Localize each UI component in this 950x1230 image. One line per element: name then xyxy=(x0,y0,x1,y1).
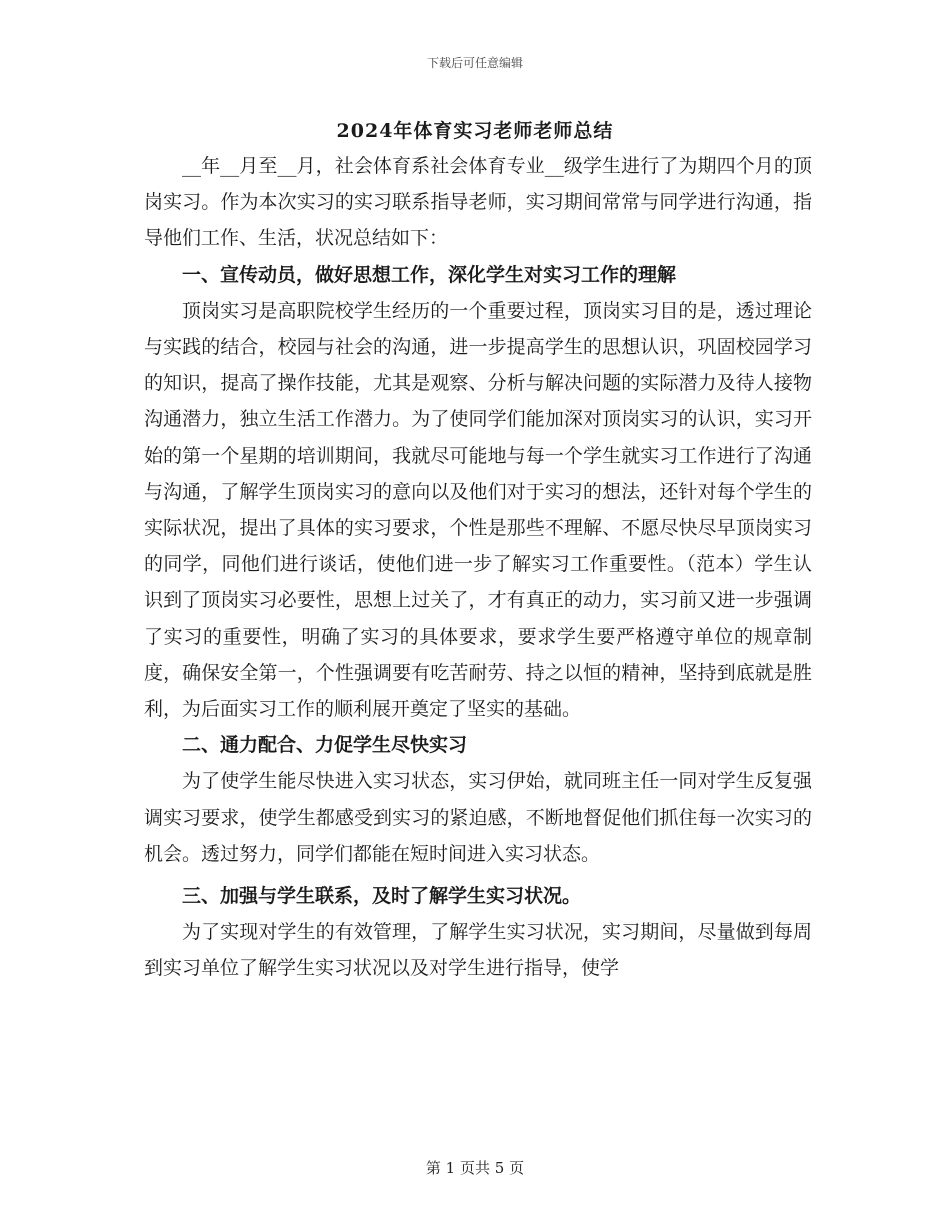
document-body xyxy=(144,148,812,987)
section-1-heading: 一、宣传动员，做好思想工作，深化学生对实习工作的理解 xyxy=(182,263,677,286)
page-header: 下载后可任意编辑 xyxy=(426,56,523,70)
section-2-paragraph: 为了使学生能尽快进入实习状态，实习伊始，就同班主任一同对学生反复强调实习要求，使学生都感受到实习的紧迫感，不断地督促他们抓住每一次实习的机会。透过努力，同学们都能在短时间进入实习状态。 xyxy=(144,770,812,865)
section-3-heading: 三、加强与学生联系，及时了解学生实习状况。 xyxy=(182,885,582,908)
section-1-paragraph: 顶岗实习是高职院校学生经历的一个重要过程，顶岗实习目的是，透过理论与实践的结合，校园与社会的沟通，进一步提高学生的思想认识，巩固校园学习的知识，提高了操作技能，尤其是观察、分析与解决问题的实际潜力及待人接物沟通潜力，独立生活工作潜力。为了使同学们能加深对顶岗实习的认识，实习开始的第一个星期的培训期间，我就尽可能地与每一个学生就实习工作进行了沟通与沟通，了解学生顶岗实习的意向以及他们对于实习的想法，还针对每个学生的实际状况，提出了具体的实习要求，个性是那些不理解、不愿尽快尽早顶岗实习的同学，同他们进行谈话，使他们进一步了解实习工作重要性。（范本）学生认识到了顶岗实习必要性，思想上过关了，才有真正的动力，实习前又进一步强调了实习的重要性，明确了实习的具体要求，要求学生要严格遵守单位的规章制度，确保安全第一，个性强调要有吃苦耐劳、持之以恒的精神，坚持到底就是胜利，为后面实习工作的顺利展开奠定了坚实的基础。 xyxy=(144,299,812,721)
document-title: 2024年体育实习老师老师总结 xyxy=(336,120,614,142)
section-2-heading: 二、通力配合、力促学生尽快实习 xyxy=(182,734,468,757)
section-3-paragraph: 为了实现对学生的有效管理，了解学生实习状况，实习期间，尽量做到每周到实习单位了解学生实习状况以及对学生进行指导，使学 xyxy=(144,921,812,980)
intro-paragraph: __年__月至__月，社会体育系社会体育专业__级学生进行了为期四个月的顶岗实习。作为本次实习的实习联系指导老师，实习期间常常与同学进行沟通，指导他们工作、生活，状况总结如下： xyxy=(144,155,812,250)
page-number: 第 1 页共 5 页 xyxy=(425,1159,525,1177)
